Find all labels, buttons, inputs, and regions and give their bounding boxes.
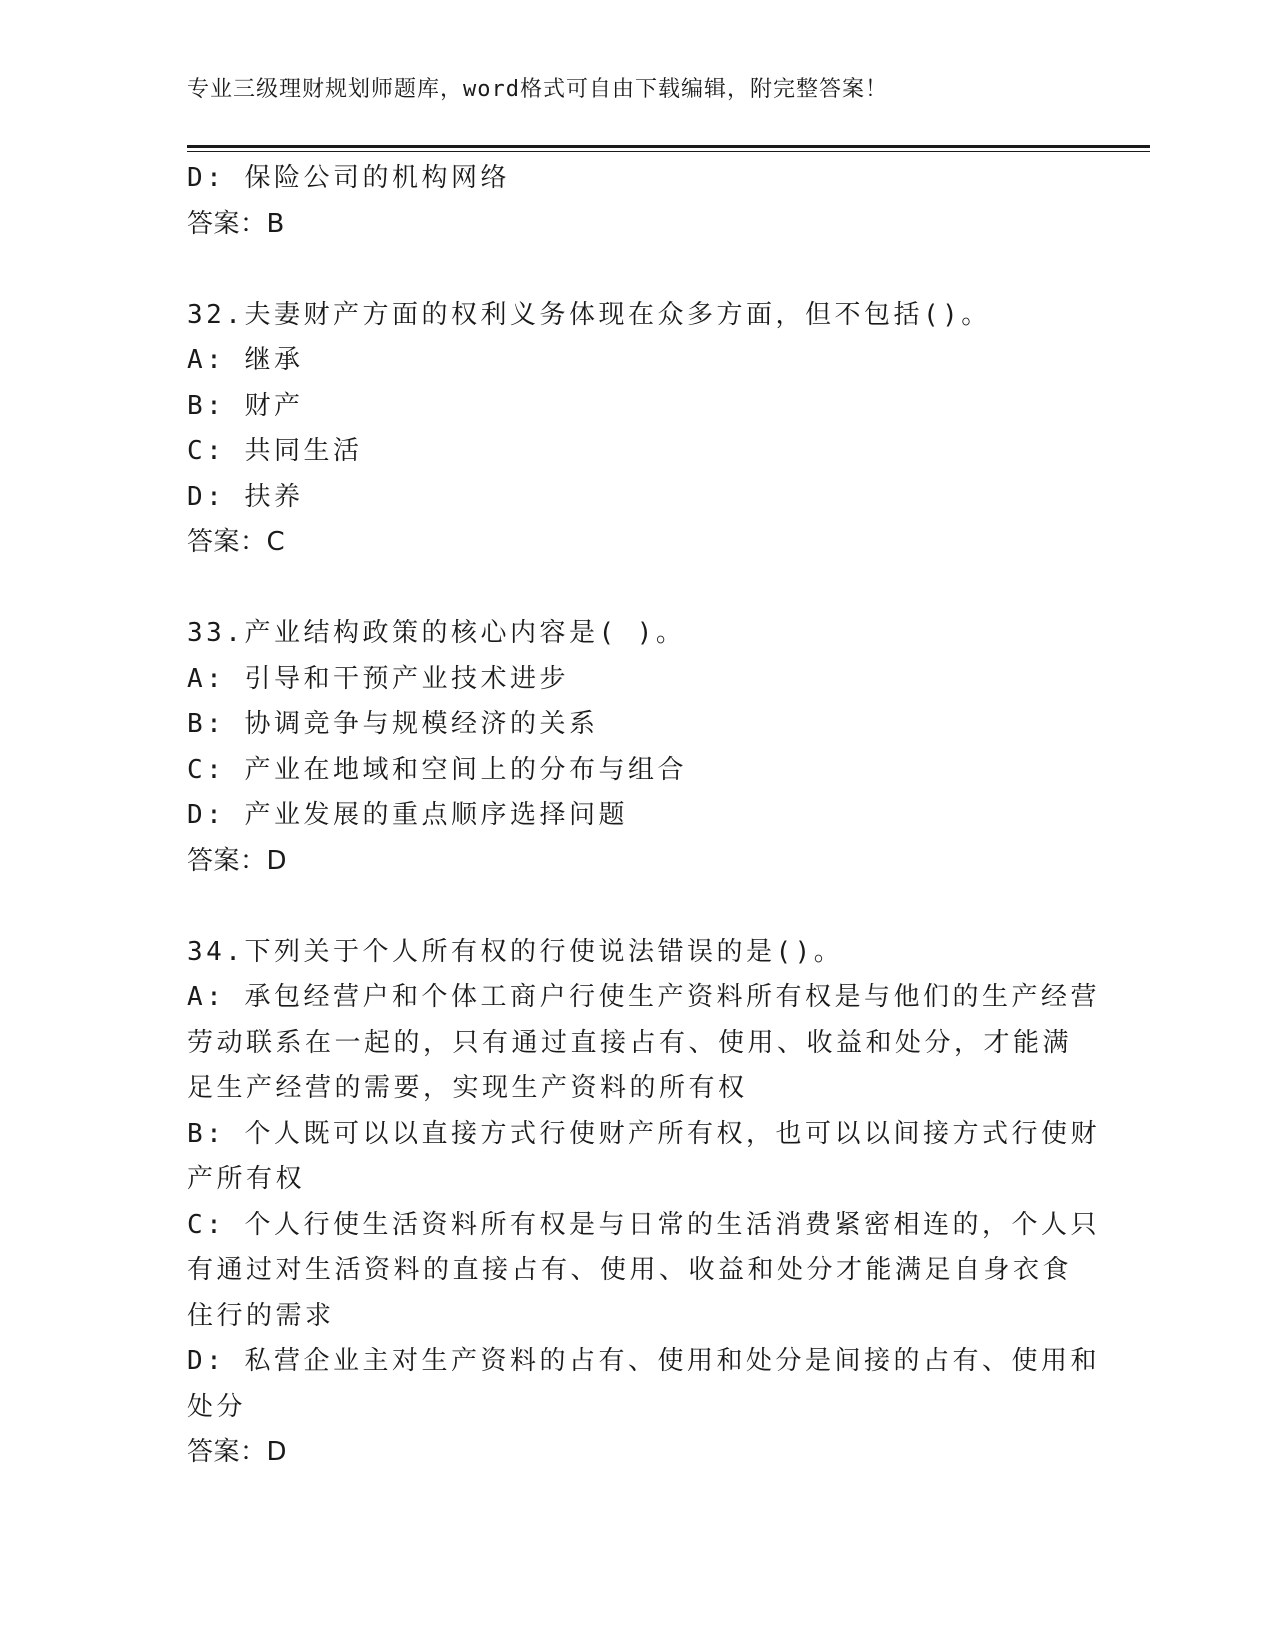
question-stem: 34.下列关于个人所有权的行使说法错误的是()。 [187, 936, 844, 967]
question-content [187, 156, 1100, 1476]
question-stem: 33.产业结构政策的核心内容是( )。 [187, 618, 686, 648]
option-c-line: 有通过对生活资料的直接占有、使用、收益和处分才能满足自身衣食 [187, 1255, 1073, 1285]
spacer [187, 566, 1067, 612]
option-a: A: 引导和干预产业技术进步 [187, 663, 569, 694]
option-a: A: 继承 [187, 345, 304, 375]
option-d: D: 产业发展的重点顺序选择问题 [187, 800, 628, 830]
header-divider-thin [187, 151, 1150, 152]
option-c-line: 住行的需求 [187, 1300, 335, 1331]
option-b-line: 产所有权 [187, 1164, 306, 1194]
option-c: C: 共同生活 [187, 436, 363, 466]
option-d-line: D: 私营企业主对生产资料的占有、使用和处分是间接的占有、使用和 [187, 1346, 1100, 1376]
option-b-line: B: 个人既可以以直接方式行使财产所有权，也可以以间接方式行使财 [187, 1118, 1100, 1149]
option-b: B: 财产 [187, 390, 304, 421]
option-a-line: 劳动联系在一起的，只有通过直接占有、使用、收益和处分，才能满 [187, 1027, 1073, 1058]
option-d: D: 扶养 [187, 481, 304, 512]
option-b: B: 协调竞争与规模经济的关系 [187, 709, 599, 739]
option-c-line: C: 个人行使生活资料所有权是与日常的生活消费紧密相连的，个人只 [187, 1209, 1100, 1240]
option-a-line: A: 承包经营户和个体工商户行使生产资料所有权是与他们的生产经营 [187, 982, 1100, 1012]
option-c: C: 产业在地域和空间上的分布与组合 [187, 754, 687, 785]
spacer [187, 884, 1067, 930]
option-d-line: 处分 [187, 1391, 247, 1422]
answer-line: 答案：D [187, 845, 288, 876]
header-divider-thick [187, 145, 1150, 148]
spacer [187, 247, 1067, 293]
option-a-line: 足生产经营的需要，实现生产资料的所有权 [187, 1073, 748, 1103]
question-stem: 32.夫妻财产方面的权利义务体现在众多方面，但不包括()。 [187, 299, 991, 330]
page-header: 专业三级理财规划师题库，word格式可自由下载编辑，附完整答案！ [187, 77, 888, 102]
option-d: D: 保险公司的机构网络 [187, 163, 510, 193]
answer-line: 答案：D [187, 1437, 288, 1467]
answer-line: 答案：C [187, 527, 286, 557]
answer-line: 答案：B [187, 208, 285, 239]
